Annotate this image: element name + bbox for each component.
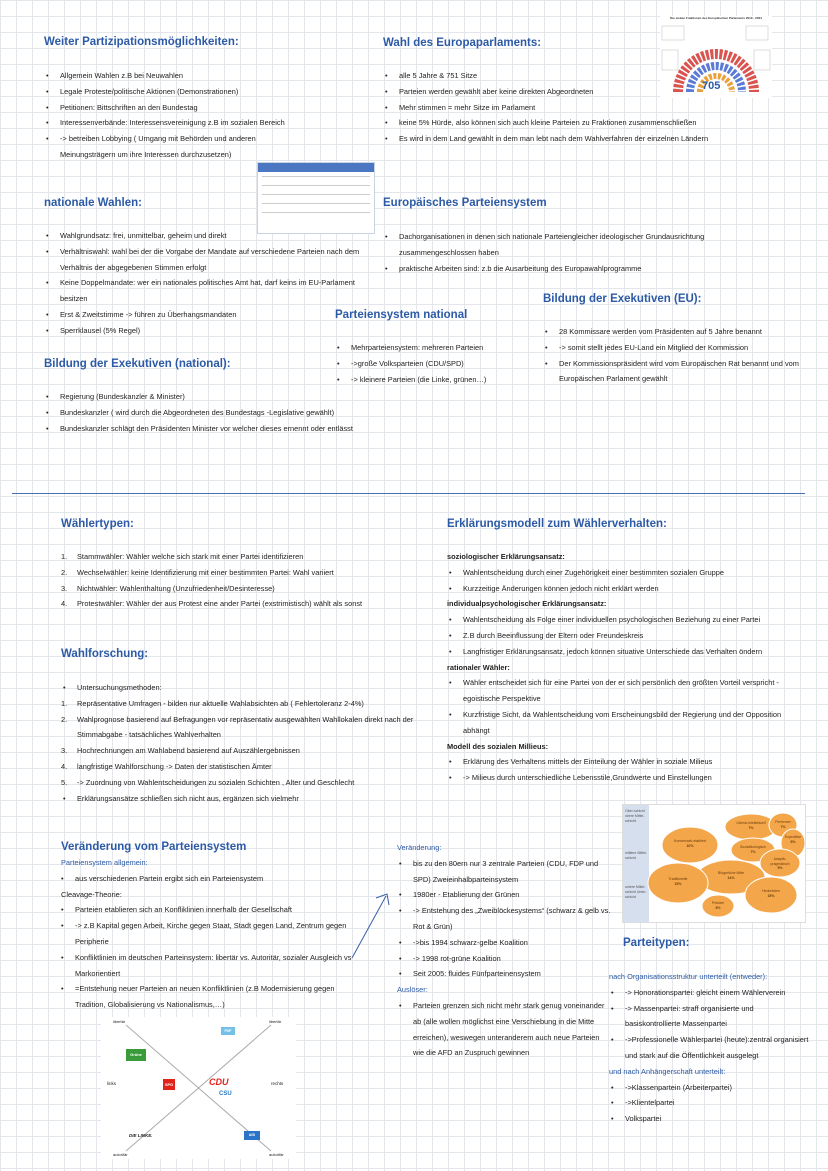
list-item: • Verhältniswahl: wahl bei der die Vorgabe der Mandate auf verschiedene Parteien nach dem Verhältnis der abgegebenen Stimmen erfolgt: [44, 244, 362, 276]
list-item: • Allgemein Wahlen z.B bei Neuwahlen: [44, 68, 364, 84]
national-elections-list: [44, 228, 362, 339]
list-item: • bis zu den 80ern nur 3 zentrale Parteien (CDU, FDP und SPD) Zweieinhalbparteinsystem: [397, 856, 617, 888]
fdp-logo: FDP: [221, 1027, 235, 1035]
list-item: • Seit 2005: fluides Fünfparteinensystem: [397, 966, 617, 982]
milieu-label: Konservativ-etabliert 10%: [674, 839, 706, 848]
list-item: • Legale Proteste/politische Aktionen (Demonstrationen): [44, 84, 364, 100]
list-item: • Z.B durch Beeinflussung der Eltern oder Freundeskreis: [447, 628, 817, 644]
section-party-types: [609, 936, 814, 1127]
milieu-label: Sozialökologisch 7%: [739, 845, 767, 854]
strata-label: untere Mittel-schicht Unter-schicht: [625, 885, 647, 899]
list-item: • 28 Kommissare werden vom Präsidenten auf 5 Jahre benannt: [543, 324, 823, 340]
list-item: • -> Massenpartei: straff organisierte und basiskontrollierte Massenpartei: [609, 1001, 809, 1033]
label-right: rechts: [271, 1081, 284, 1086]
participation-list: [44, 68, 364, 163]
milieu-label: Expeditive 8%: [784, 835, 802, 844]
subheading: Cleavage-Theorie:: [61, 889, 122, 899]
list-item: • aus verschiedenen Partein ergibt sich ein Parteiensystem: [59, 871, 381, 887]
list-item: • praktische Arbeiten sind: z.b die Ausarbeitung des Europawahlprogramme: [383, 261, 763, 277]
list-item: • Parteien grenzen sich nicht mehr stark genug voneinander ab (alle wollen möglichst eine Verschiebung in die Mitte erreichen), weswegen unteranderem auch neue Parteien wie die AFD an Zuspruch gewinnen: [397, 998, 612, 1061]
subheading: nach Organisationsstruktur unterteilt (entweder):: [609, 972, 768, 981]
gruene-logo: Grüne: [126, 1049, 146, 1061]
list-item: 4. langfristige Wahlforschung -> Daten der statistischen Ämter: [61, 761, 272, 771]
list-item: • Erklärung des Verhaltens mittels der Einteilung der Wähler in soziale Milieus: [447, 754, 817, 770]
eu-executive-title: Bildung der Exekutiven (EU):: [543, 293, 702, 305]
list-item: • -> betreiben Lobbying ( Umgang mit Behörden und anderen Meinungsträgern um ihre Interessen durchzusetzen): [44, 131, 310, 163]
section-voter-behaviour: [447, 517, 817, 786]
label-top-right: libertär: [269, 1019, 282, 1024]
section-voter-types: [61, 517, 441, 612]
list-item: • ->Professionelle Wählerpartei (heute):zentral organisiert und stark auf die Öffentlichkeit ausgelegt: [609, 1032, 809, 1064]
label-top-left: libertär: [113, 1019, 126, 1024]
voter-behaviour-body: [447, 549, 817, 786]
milieu-label: Traditionelle 15%: [668, 877, 688, 886]
page-divider: [12, 493, 805, 494]
list-item: • Der Kommissionspräsident wird vom Europäischen Rat benannt und vom Europäischen Parlament gewählt: [543, 356, 823, 388]
list-item: • Parteien werden gewählt aber keine direkten Abgeordneten: [383, 84, 823, 100]
list-item: • Es wird in dem Land gewählt in dem man lebt nach dem Wahlverfahren der einzelnen Ländern: [383, 131, 823, 147]
milieu-label: Liberal-intellektuell 7%: [736, 821, 766, 830]
subheading: Modell des sozialen Millieus:: [447, 741, 549, 751]
list-item: • =Entstehung neuer Parteien an neuen Konfliktlinien (z.B Modernisierung gegen Tradition, Globalisierung vs Nationalismus,…): [59, 981, 359, 1013]
list-item: 4. Protestwähler: Wähler der aus Protest eine ander Partei (exstrimistisch) wählt als sonst: [61, 599, 363, 609]
participation-title: Weiter Partizipationsmöglichkeiten:: [44, 36, 239, 48]
section-national-elections: [44, 196, 374, 339]
strata-label: Ober-schicht obere Mittel-schicht: [625, 809, 645, 823]
label-bottom-left: autoritär: [113, 1152, 128, 1157]
europawahl-title: Wahl des Europaparlaments:: [383, 37, 542, 49]
cdu-logo: CDU: [209, 1077, 229, 1087]
subheading: Auslöser:: [397, 985, 428, 995]
milieu-label: Adaptiv-pragmatisch 9%: [770, 857, 790, 870]
list-item: 3. Nichtwähler: Wahlenthaltung (Unzufriedenheit/Desinteresse): [61, 583, 275, 593]
section-party-system-change: [61, 840, 381, 1013]
list-item: • Kurzfristige Sicht, da Wahlentscheidung vom Erscheinungsbild der Regierung und der Opposition abhängt: [447, 707, 792, 739]
list-item: • 1980er - Etablierung der Grünen: [397, 887, 617, 903]
section-election-research: [61, 647, 426, 806]
list-item: • Kurzzeitige Änderungen können jedoch nicht erklärt werden: [447, 581, 817, 597]
list-item: • Langfristiger Erklärungsansatz, jedoch können situative Unterschiede das Verhalten öndern: [447, 644, 817, 660]
strata-label: mittlere Mittel-schicht: [625, 851, 647, 860]
national-executive-title: Bildung der Exekutiven (national):: [44, 358, 231, 370]
milieu-label: Bürgerliche Mitte 14%: [717, 871, 745, 880]
voter-behaviour-title: Erklärungsmodell zum Wählerverhalten:: [447, 518, 667, 530]
csu-logo: CSU: [219, 1091, 232, 1097]
list-item: • Wahlentscheidung durch einer Zugehörigkeit einer bestimmten sozialen Gruppe: [447, 565, 817, 581]
list-item: • -> Entstehung des „Zweiblöckesystems“ (schwarz & gelb vs. Rot & Grün): [397, 903, 617, 935]
list-item: • Parteien etablieren sich an Konfliklinien innerhalb der Gesellschaft: [59, 902, 359, 918]
eu-party-list: [383, 229, 763, 276]
list-item: • ->große Volksparteien (CDU/SPD): [335, 356, 535, 372]
list-item: • -> Milieus durch unterschiedliche Lebensstile,Grundwerte und Einstellungen: [447, 770, 817, 786]
section-eu-executive: [543, 292, 823, 387]
list-item: • Regierung (Bundeskanzler & Minister): [44, 389, 374, 405]
milieu-label: Hedonisten 15%: [762, 889, 780, 898]
section-participation: [44, 35, 364, 163]
list-item: • Dachorganisationen in denen sich nationale Parteiengleicher ideologischer Grundausrichtung zusammengeschlossen haben: [383, 229, 763, 261]
linke-logo: DIE LINKE.: [129, 1133, 153, 1138]
voter-types-list: [61, 549, 441, 612]
list-item: • ->Klassenpartein (Arbeiterpartei): [609, 1080, 814, 1096]
national-party-title: Parteiensystem national: [335, 309, 468, 321]
list-item: • Mehrparteiensystem: mehreren Parteien: [335, 340, 535, 356]
milieu-label: Prekäre 8%: [711, 901, 725, 910]
parliament-graphic-title: Die sieben Fraktionen des Europäischen Parlaments 2019 - 2024: [670, 16, 762, 20]
list-item: • Bundeskanzler schlägt den Präsidenten Minister vor welcher dieses ernennt oder entlässt: [44, 421, 374, 437]
label-bottom-right: autoritär: [269, 1152, 284, 1157]
list-item: • -> kleinere Parteien (die Linke, grünen…): [335, 372, 535, 388]
section-change-history: [397, 840, 622, 1061]
list-item: • Erst & Zweitstimme -> führen zu Überhangsmandaten: [44, 307, 362, 323]
election-research-title: Wahlforschung:: [61, 648, 149, 660]
national-executive-list: [44, 389, 374, 436]
list-item: • keine 5% Hürde, also können sich auch kleine Parteien zu Fraktionen zusammenschließen: [383, 115, 823, 131]
list-item: • alle 5 Jahre & 751 Sitze: [383, 68, 823, 84]
list-item: • -> somit stellt jedes EU-Land ein Mitglied der Kommission: [543, 340, 823, 356]
list-item: • ->Klientelpartei: [609, 1095, 814, 1111]
list-item: 1. Stammwähler: Wähler welche sich stark mit einer Partei identifizieren: [61, 552, 304, 561]
list-item: • Untersuchungsmethoden:: [63, 683, 162, 692]
list-item: • -> 1998 rot-grüne Koalition: [397, 951, 617, 967]
subheading: individualpsychologischer Erklärungsansatz:: [447, 599, 607, 609]
list-item: • Bundeskanzler ( wird durch die Abgeordneten des Bundestags -Legislative gewählt): [44, 405, 374, 421]
subheading: und nach Anhängerschaft unterteilt:: [609, 1066, 726, 1076]
list-item: • -> z.B Kapital gegen Arbeit, Kirche gegen Staat, Stadt gegen Land, Zentrum gegen Peripherie: [59, 918, 359, 950]
cleavage-graphic: [101, 1017, 296, 1159]
spd-logo: SPD: [163, 1079, 175, 1090]
parliament-total: 705: [702, 80, 721, 92]
list-item: • Sperrklausel (5% Regel): [44, 323, 362, 339]
party-types-title: Parteitypen:: [623, 937, 690, 949]
national-elections-title: nationale Wahlen:: [44, 197, 142, 209]
list-item: 2. Wechselwähler: keine Identifizierung mit einer bestimmten Partei: Wahl variiert: [61, 567, 334, 577]
list-item: 5. -> Zuordnung von Wahlentscheidungen zu sozialen Schichten , Alter und Geschlecht: [61, 777, 355, 787]
list-item: • Interessenverbände: Interessensvereinigung z.B im sozialen Bereich: [44, 115, 364, 131]
list-item: 1. Repräsentative Umfragen - bilden nur aktuelle Wahlabsichten ab ( Fehlertoleranz 2-4%): [61, 698, 364, 708]
list-item: • ->bis 1994 schwarz-gelbe Koalition: [397, 935, 617, 951]
list-item: • Petitionen: Bittschriften an den Bundestag: [44, 100, 364, 116]
eu-executive-list: [543, 324, 823, 387]
parliament-graphic: [660, 16, 772, 98]
list-item: 3. Hochrechnungen am Wahlabend basierend auf Auszählergebnissen: [61, 746, 300, 756]
milieu-graphic: [622, 804, 806, 923]
list-item: • Erklärungsansätze schließen sich nicht aus, ergänzen sich vielmehr: [63, 793, 299, 803]
milieu-label: Performer 7%: [775, 820, 791, 829]
section-eu-party-system: [383, 196, 813, 276]
list-item: • Wähler entscheidet sich für eine Partei von der er sich persönlich den größten Vorteil verspricht - egoistische Perspektive: [447, 675, 792, 707]
list-item: • Wahlentscheidung als Folge einer individuellen psychologischen Beziehung zu einer Partei: [447, 612, 817, 628]
eu-party-title: Europäisches Parteiensystem: [383, 197, 547, 209]
list-item: • Mehr stimmen = mehr Sitze im Parlament: [383, 100, 823, 116]
list-item: • Wahlgrundsatz: frei, unmittelbar, geheim und direkt: [44, 228, 362, 244]
list-item: • -> Honorationspartei: gleicht einem Wählerverein: [609, 985, 809, 1001]
subheading: soziologischer Erklärungsansatz:: [447, 552, 565, 561]
section-national-executive: [44, 357, 384, 436]
change-title: Veränderung:: [397, 843, 442, 852]
label-left: links: [107, 1081, 117, 1086]
voter-types-title: Wählertypen:: [61, 518, 134, 530]
list-item: • Konfliktlinien im deutschen Parteinsystem: libertär vs. Autoritär, sozialer Ausgleich vs Markorientiert: [59, 950, 359, 982]
list-item: • Volkspartei: [609, 1111, 814, 1127]
subheading: Parteiensystem allgemein:: [61, 858, 148, 867]
election-research-list: [61, 680, 426, 806]
party-change-title: Veränderung vom Parteiensystem: [61, 841, 247, 853]
list-item: 2. Wahlprognose basierend auf Befragungen vor repräsentativ ausgewählten Wahllokalen direkt nach der Stimmabgabe - tatsächliches Wahlverhalten: [61, 714, 414, 740]
afd-logo: AfD: [244, 1131, 260, 1140]
arrow-icon: [350, 890, 395, 960]
list-item: • Keine Doppelmandate: wer ein nationales politisches Amt hat, darf keins im EU-Parlament besitzen: [44, 275, 362, 307]
subheading: rationaler Wähler:: [447, 662, 510, 672]
